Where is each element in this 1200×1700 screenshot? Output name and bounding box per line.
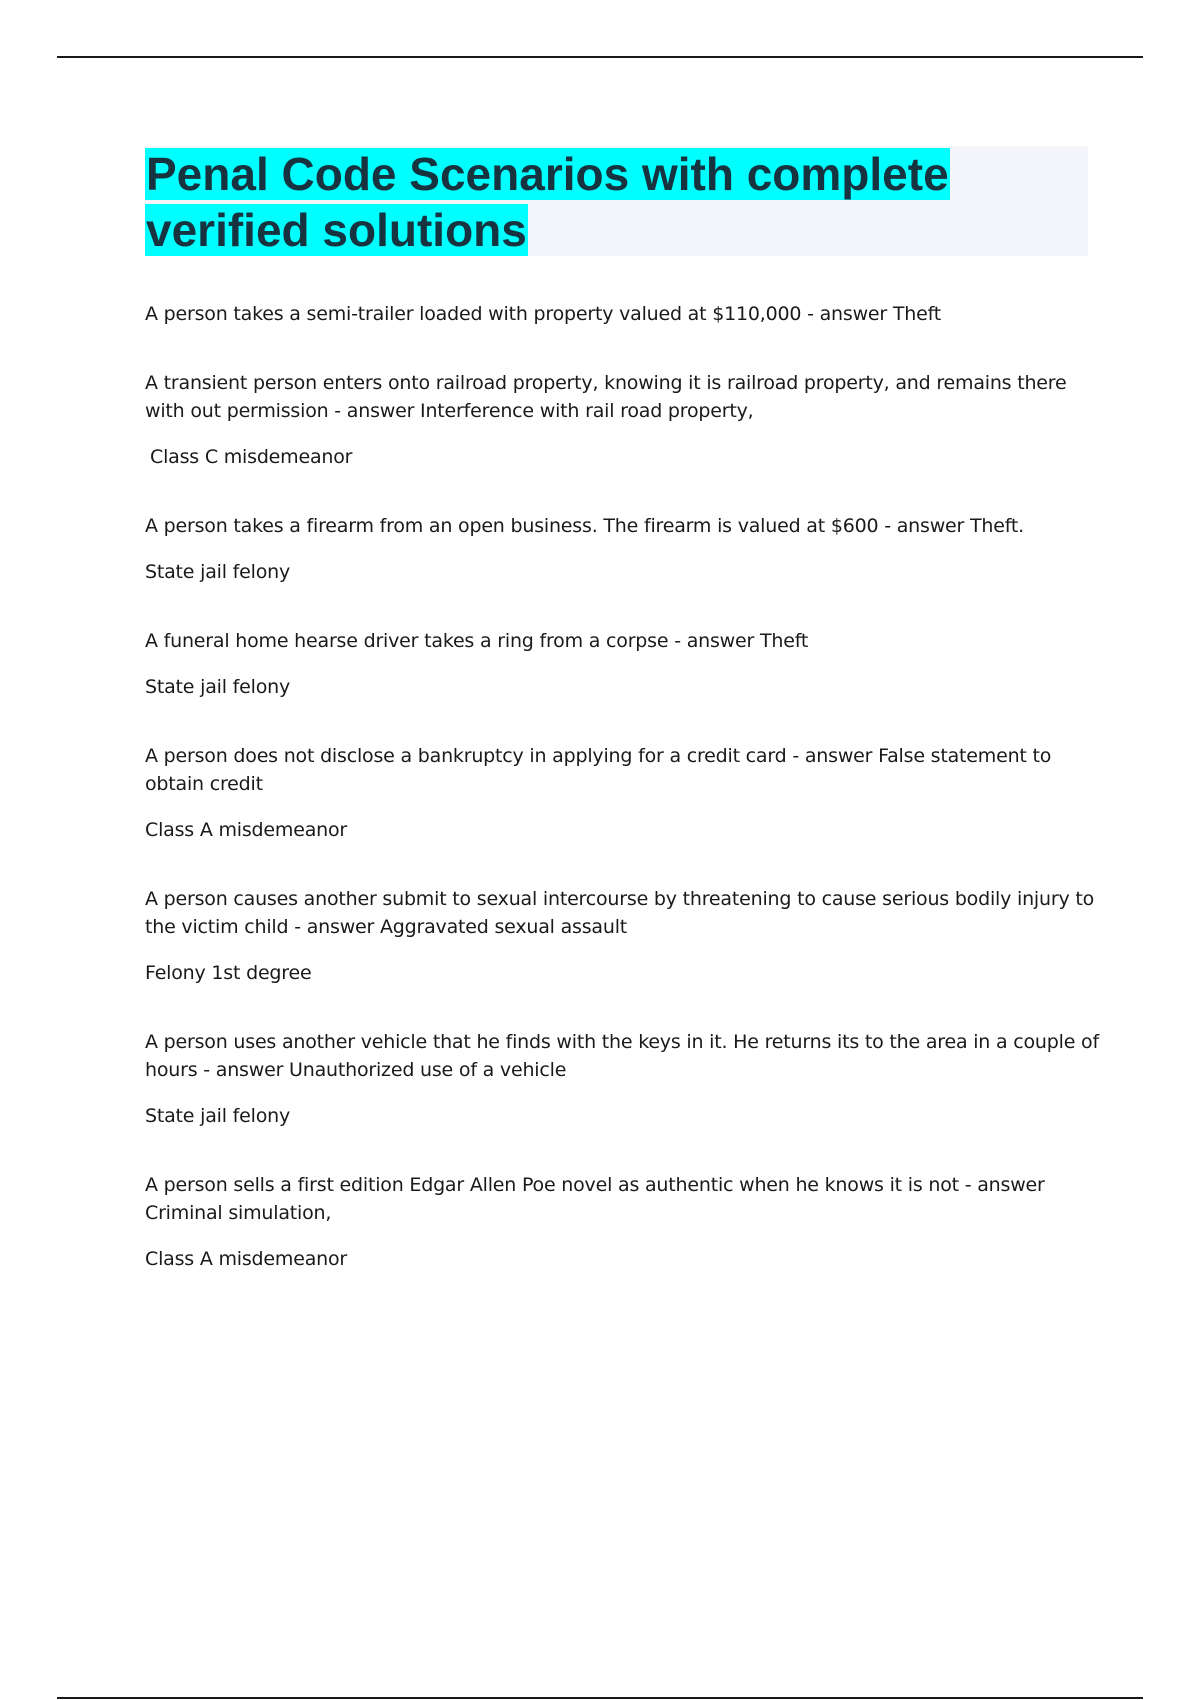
document-body	[145, 300, 1100, 1314]
qa-item	[145, 369, 1100, 471]
qa-item	[145, 1028, 1100, 1130]
answer-text: Class A misdemeanor	[145, 1248, 348, 1270]
qa-item	[145, 512, 1100, 586]
header-rule	[57, 56, 1143, 58]
title-highlight: Penal Code Scenarios with complete verified solutions	[146, 148, 949, 256]
footer-rule	[57, 1697, 1143, 1699]
qa-item	[145, 742, 1100, 844]
answer-text: Felony 1st degree	[145, 962, 312, 984]
answer-text: State jail felony	[145, 1105, 291, 1127]
question-text: A transient person enters onto railroad property, knowing it is railroad property, and remains there with out permission - answer Interference with rail road property,	[145, 372, 1067, 422]
title-block	[145, 146, 1088, 256]
question-text: A person takes a semi-trailer loaded with property valued at $110,000 - answer Theft	[145, 303, 942, 325]
answer-text: Class A misdemeanor	[145, 819, 348, 841]
question-text: A person sells a first edition Edgar Allen Poe novel as authentic when he knows it is not - answer Criminal simulation,	[145, 1174, 1045, 1224]
answer-text: State jail felony	[145, 561, 291, 583]
question-text: A person takes a firearm from an open business. The firearm is valued at $600 - answer Theft.	[145, 515, 1024, 537]
question-text: A person uses another vehicle that he finds with the keys in it. He returns its to the area in a couple of hours - answer Unauthorized use of a vehicle	[145, 1031, 1099, 1081]
question-text: A person causes another submit to sexual intercourse by threatening to cause serious bodily injury to the victim child - answer Aggravated sexual assault	[145, 888, 1095, 938]
page-title	[145, 146, 1088, 258]
answer-text: State jail felony	[145, 676, 291, 698]
qa-item	[145, 627, 1100, 701]
question-text: A funeral home hearse driver takes a ring from a corpse - answer Theft	[145, 630, 809, 652]
question-text: A person does not disclose a bankruptcy in applying for a credit card - answer False statement to obtain credit	[145, 745, 1052, 795]
qa-item	[145, 1171, 1100, 1273]
qa-item	[145, 885, 1100, 987]
qa-item	[145, 300, 1100, 328]
answer-text: Class C misdemeanor	[150, 446, 353, 468]
